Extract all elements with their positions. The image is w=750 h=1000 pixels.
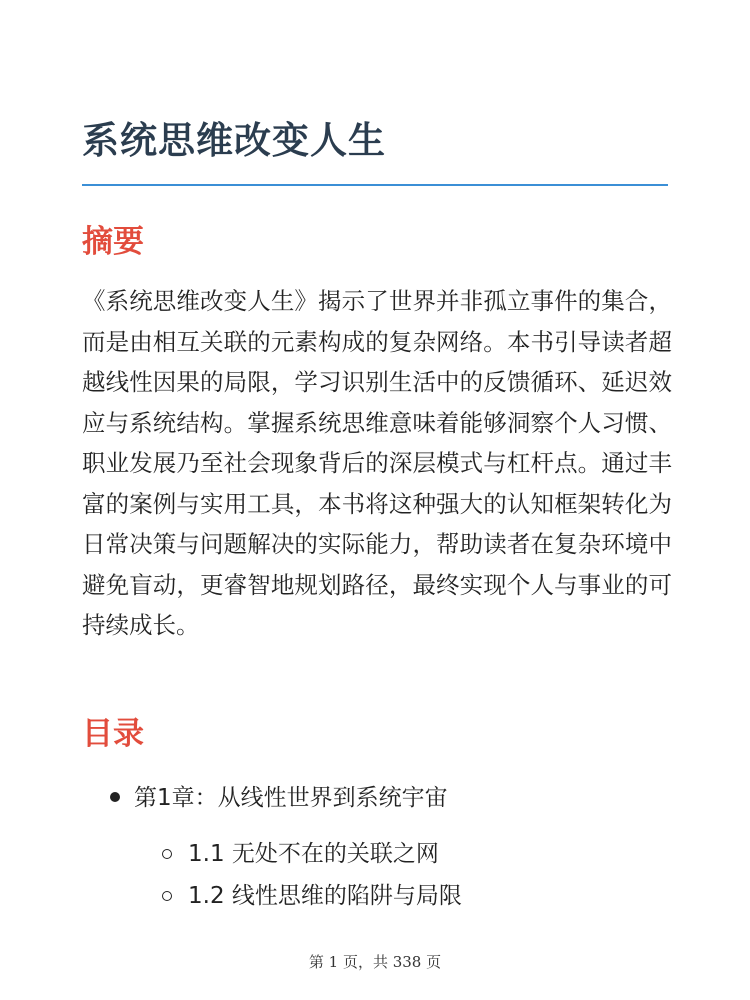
toc-heading: 目录 <box>82 716 144 752</box>
toc-section-1-1[interactable]: 1.1 无处不在的关联之网 <box>188 841 439 867</box>
bullet-circle-icon <box>162 891 172 901</box>
title-divider <box>82 184 668 186</box>
summary-heading: 摘要 <box>82 224 144 260</box>
bullet-circle-icon <box>162 849 172 859</box>
toc-chapter-1[interactable]: 第1章：从线性世界到系统宇宙 <box>134 785 448 811</box>
page-number-footer: 第 1 页，共 338 页 <box>308 953 442 971</box>
toc-section-1-2[interactable]: 1.2 线性思维的陷阱与局限 <box>188 883 462 909</box>
book-title: 系统思维改变人生 <box>82 119 386 162</box>
summary-paragraph: 《系统思维改变人生》揭示了世界并非孤立事件的集合，而是由相互关联的元素构成的复杂网络。本书引导读者超越线性因果的局限，学习识别生活中的反馈循环、延迟效应与系统结构。掌握系统思维意味着能够洞察个人习惯、职业发展乃至社会现象背后的深层模式与杠杆点。通过丰富的案例与实用工具，本书将这种强大的认知框架转化为日常决策与问题解决的实际能力，帮助读者在复杂环境中避免盲动，更睿智地规划路径，最终实现个人与事业的可持续成长。 <box>82 287 672 639</box>
bullet-disc-icon <box>110 792 120 802</box>
